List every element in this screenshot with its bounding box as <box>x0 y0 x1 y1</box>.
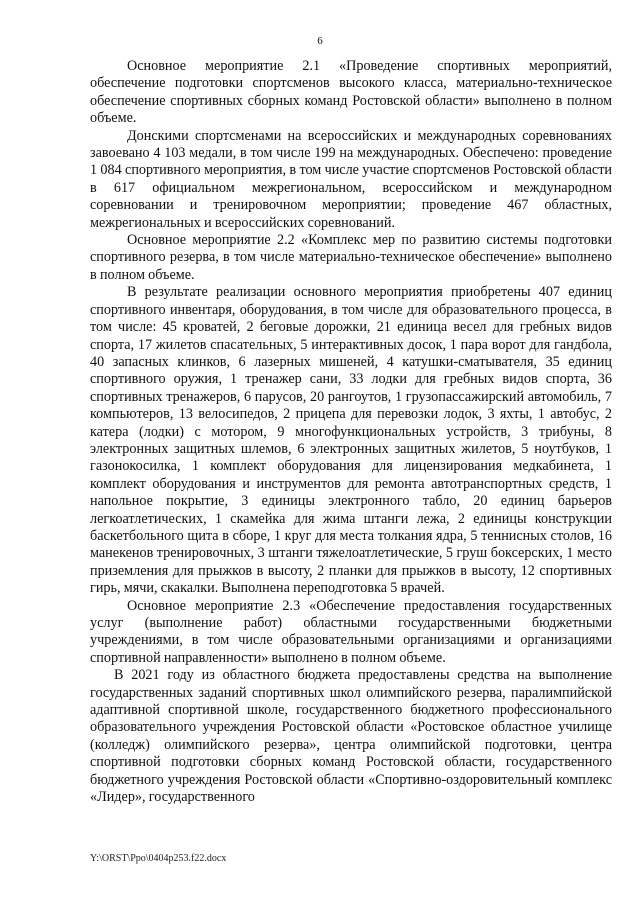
paragraph-measure-2-2: Основное мероприятие 2.2 «Комплекс мер по развитию системы подготовки спортивного резерва, в том числе материально-техническое обеспечение» выполнено в полном объеме. <box>90 232 612 283</box>
page-number: 6 <box>317 35 323 47</box>
paragraph-measure-2-3: Основное мероприятие 2.3 «Обеспечение предоставления государственных услуг (выполнение работ) областными государственными бюджетными учреждениями, в том числе образовательными организациями и организациями спортивной направленности» выполнено в полном объеме. <box>90 597 612 666</box>
paragraph-budget-2021: В 2021 году из областного бюджета предоставлены средства на выполнение государственных заданий спортивных школ олимпийского резерва, паралимпийской адаптивной спортивной школе, государственного бюджетного профессионального образовательного учреждения Ростовской области «Ростовское областное училище (колледж) олимпийского резерва», центра олимпийской подготовки, центра спортивной подготовки сборных команд Ростовской области, государственного бюджетного учреждения Ростовской области «Спортивно-оздоровительный комплекс «Лидер», государственного <box>90 667 612 806</box>
paragraph-measure-2-1: Основное мероприятие 2.1 «Проведение спортивных мероприятий, обеспечение подготовки спортсменов высокого класса, материально-техническое обеспечение спортивных сборных команд Ростовской области» выполнено в полном объеме. <box>90 58 612 127</box>
document-body <box>90 58 612 806</box>
footer-file-path: Y:\ORST\Ppo\0404p253.f22.docx <box>90 853 227 864</box>
paragraph-equipment: В результате реализации основного мероприятия приобретены 407 единиц спортивного инвентаря, оборудования, в том числе для образовательного процесса, в том числе: 45 кроватей, 2 беговые дорожки, 21 единица весел для гребных видов спорта, 17 жилетов спасательных, 5 интерактивных досок, 1 пара ворот для гандбола, 40 запасных клинков, 6 лазерных мишеней, 4 катушки-сматывателя, 35 единиц спортивного оружия, 1 тренажер сани, 33 лодки для гребных видов спорта, 36 спортивных тренажеров, 6 парусов, 20 рангоутов, 1 грузопассажирский автомобиль, 7 компьютеров, 13 велосипедов, 2 прицепа для перевозки лодок, 3 яхты, 1 автобус, 2 катера (лодки) с мотором, 9 многофункциональных устройств, 3 трибуны, 8 электронных защитных шлемов, 6 электронных защитных жилетов, 5 ноутбуков, 1 газонокосилка, 1 комплект оборудования для лицензирования медкабинета, 1 комплект оборудования и инструментов для ремонта автотранспортных средств, 1 напольное покрытие, 3 единицы электронного табло, 20 единиц барьеров легкоатлетических, 1 скамейка для жима штанги лежа, 2 единицы конструкции баскетбольного щита в сборе, 1 круг для места толкания ядра, 5 теннисных столов, 16 манекенов тренировочных, 3 штанги тяжелоатлетические, 5 груш боксерских, 1 место приземления для прыжков в высоту, 2 планки для прыжков в высоту, 12 спортивных гирь, мячи, скакалки. Выполнена переподготовка 5 врачей. <box>90 284 612 597</box>
paragraph-medals: Донскими спортсменами на всероссийских и международных соревнованиях завоевано 4 103 медали, в том числе 199 на международных. Обеспечено: проведение 1 084 спортивного мероприятия, в том числе участие спортсменов Ростовской области в 617 официальном межрегиональном, всероссийском и международном соревновании и тренировочном мероприятии; проведение 467 областных, межрегиональных и всероссийских соревнований. <box>90 127 612 231</box>
